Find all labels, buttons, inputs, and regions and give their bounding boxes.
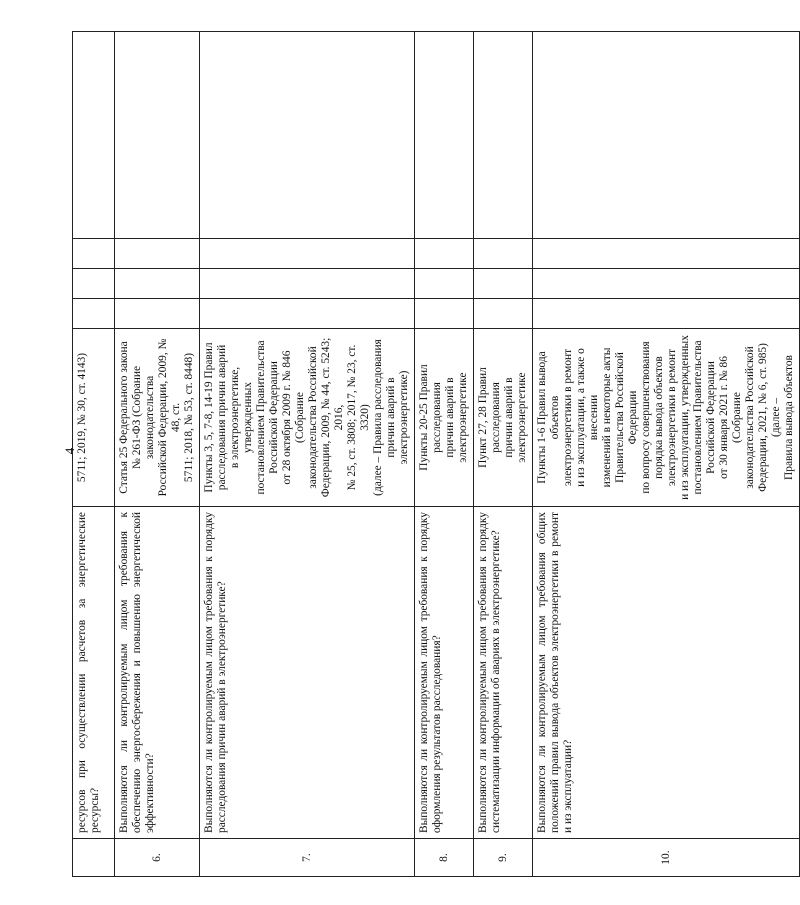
answer-na-cell	[200, 239, 415, 269]
answer-no-cell	[533, 269, 800, 299]
requirement-question: Выполняются ли контролируемым лицом требования к порядку расследования причин аварий в электроэнергетике?	[200, 507, 415, 839]
rotated-page-content	[72, 32, 795, 877]
answer-yes-cell	[115, 299, 200, 329]
answer-na-cell	[533, 239, 800, 269]
answer-no-cell	[73, 269, 115, 299]
answer-yes-cell	[200, 299, 415, 329]
answer-no-cell	[474, 269, 533, 299]
answer-na-cell	[73, 239, 115, 269]
answer-no-cell	[200, 269, 415, 299]
legal-reference: Статья 25 Федерального закона № 261-ФЗ (Собрание законодательства Российской Федерации, 2009, № 48, ст. 5711; 2018, № 53, ст. 8448)	[115, 329, 200, 507]
answer-yes-cell	[533, 299, 800, 329]
legal-reference: 5711; 2019, № 30, ст. 4143)	[73, 329, 115, 507]
row-number: 8.	[415, 839, 474, 877]
answer-yes-cell	[474, 299, 533, 329]
notes-cell	[200, 32, 415, 239]
row-number: 7.	[200, 839, 415, 877]
answer-no-cell	[115, 269, 200, 299]
requirement-question: Выполняются ли контролируемым лицом требования общих положений правил вывода объектов электроэнергетики в ремонт и из эксплуатации?	[533, 507, 800, 839]
checklist-table	[72, 31, 800, 877]
answer-na-cell	[115, 239, 200, 269]
table-row	[474, 32, 533, 877]
legal-reference: Пункты 20-25 Правил расследования причин аварий в электроэнергетике	[415, 329, 474, 507]
answer-no-cell	[415, 269, 474, 299]
table-row	[200, 32, 415, 877]
answer-yes-cell	[415, 299, 474, 329]
table-row	[533, 32, 800, 877]
notes-cell	[474, 32, 533, 239]
table-row	[415, 32, 474, 877]
notes-cell	[533, 32, 800, 239]
table-row	[115, 32, 200, 877]
notes-cell	[115, 32, 200, 239]
notes-cell	[73, 32, 115, 239]
requirement-question: Выполняются ли контролируемым лицом требования к порядку систематизации информации об авариях в электроэнергетике?	[474, 507, 533, 839]
requirement-question: Выполняются ли контролируемым лицом требования к обеспечению энергосбережения и повышению энергетической эффективности?	[115, 507, 200, 839]
row-number: 10.	[533, 839, 800, 877]
answer-na-cell	[415, 239, 474, 269]
page-number: 4	[62, 447, 77, 455]
notes-cell	[415, 32, 474, 239]
table-row	[73, 32, 115, 877]
legal-reference: Пункты 1-6 Правил вывода объектов электроэнергетики в ремонт и из эксплуатации, а также о внесении изменений в некоторые акты Правительства Российской Федерации по вопросу совершенствования порядка вывода объектов электроэнергетики в ремонт и из эксплуатации, утвержденных постановлением Правительства Российской Федерации от 30 января 2021 г. № 86 (Собрание законодательства Российской Федерации, 2021, № 6, ст. 985) (далее – Правила вывода объектов	[533, 329, 800, 507]
row-number: 6.	[115, 839, 200, 877]
answer-yes-cell	[73, 299, 115, 329]
legal-reference: Пункт 27, 28 Правил расследования причин аварий в электроэнергетике	[474, 329, 533, 507]
row-number	[73, 839, 115, 877]
legal-reference: Пункты 3, 5, 7-8, 14-19 Правил расследования причин аварий в электроэнергетике, утвержденных постановлением Правительства Российской Федерации от 28 октября 2009 г. № 846 (Собрание законодательства Российской Федерации, 2009, № 44, ст. 5243; 2016, № 25, ст. 3808; 2017, № 23, ст. 3320) (далее – Правила расследования причин аварий в электроэнергетике)	[200, 329, 415, 507]
requirement-question: ресурсов при осуществлении расчетов за энергетические ресурсы?	[73, 507, 115, 839]
answer-na-cell	[474, 239, 533, 269]
requirement-question: Выполняются ли контролируемым лицом требования к порядку оформления результатов расследования?	[415, 507, 474, 839]
row-number: 9.	[474, 839, 533, 877]
